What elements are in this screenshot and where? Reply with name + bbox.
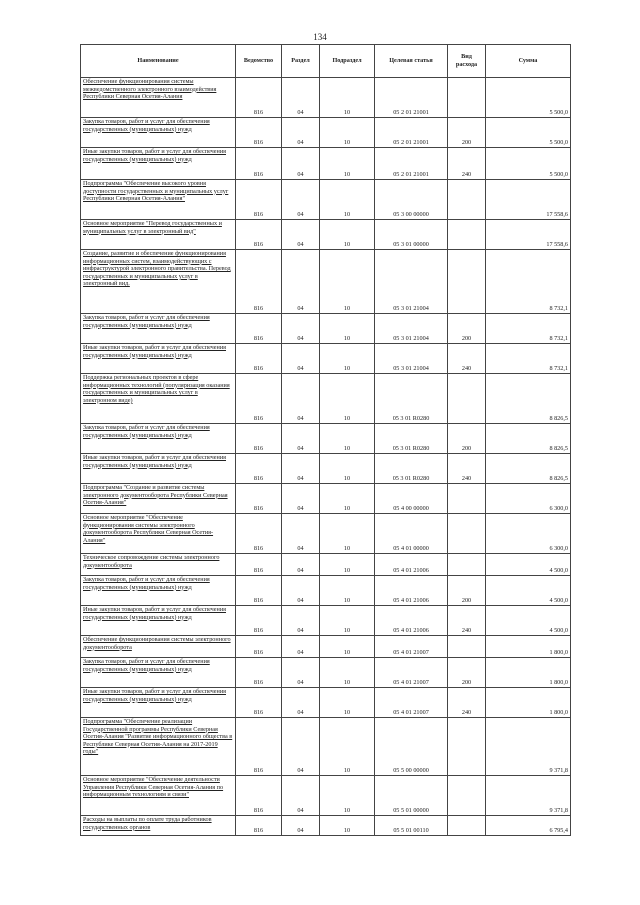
row-razd: 04: [282, 554, 320, 576]
table-row: [81, 514, 571, 554]
table-row: [81, 118, 571, 148]
row-cel: 05 2 01 21001: [375, 148, 448, 180]
row-razd: 04: [282, 484, 320, 514]
header-sum: Сумма: [486, 45, 571, 78]
row-cel: 05 4 01 21007: [375, 688, 448, 718]
row-name: Основное мероприятие "Обеспечение функционирования системы электронного документооборота Республики Северная Осетия-Алания": [81, 514, 236, 554]
row-sum: 8 732,1: [486, 344, 571, 374]
row-razd: 04: [282, 606, 320, 636]
row-vid: 200: [448, 576, 486, 606]
row-razd: 04: [282, 688, 320, 718]
row-sum: 9 371,8: [486, 776, 571, 816]
row-sum: 6 300,0: [486, 514, 571, 554]
row-name: Подпрограмма "Обеспечение высокого уровня доступности государственных и муниципальных услуг Республики Северная Осетия-Алания": [81, 180, 236, 220]
row-vid: 240: [448, 606, 486, 636]
row-name: Закупка товаров, работ и услуг для обеспечения государственных (муниципальных) нужд: [81, 576, 236, 606]
row-name: Основное мероприятие "Перевод государственных и муниципальных услуг в электронный вид": [81, 220, 236, 250]
row-cel: 05 3 01 R0280: [375, 424, 448, 454]
row-ved: 816: [236, 314, 282, 344]
table-row: [81, 576, 571, 606]
row-ved: 816: [236, 78, 282, 118]
row-vid: 240: [448, 344, 486, 374]
row-sum: 1 800,0: [486, 636, 571, 658]
row-razd: 04: [282, 148, 320, 180]
row-podr: 10: [320, 148, 375, 180]
row-name: Обеспечение функционирования системы электронного документооборота: [81, 636, 236, 658]
row-vid: 200: [448, 658, 486, 688]
row-name: Расходы на выплаты по оплате труда работников государственных органов: [81, 816, 236, 836]
row-razd: 04: [282, 180, 320, 220]
row-razd: 04: [282, 718, 320, 776]
row-vid: [448, 554, 486, 576]
row-vid: [448, 636, 486, 658]
row-sum: 8 826,5: [486, 374, 571, 424]
row-podr: 10: [320, 816, 375, 836]
row-cel: 05 4 01 21006: [375, 576, 448, 606]
row-podr: 10: [320, 180, 375, 220]
row-podr: 10: [320, 554, 375, 576]
row-cel: 05 4 01 21007: [375, 636, 448, 658]
row-cel: 05 3 01 21004: [375, 344, 448, 374]
table-row: [81, 180, 571, 220]
row-razd: 04: [282, 514, 320, 554]
row-name: Подпрограмма "Обеспечение реализации Государственной программы Республики Северная Осетия-Алания "Развитие информационного общества в Республике Северная Осетия-Алания на 2017-2019 годы": [81, 718, 236, 776]
row-name: Поддержка региональных проектов в сфере информационных технологий (популяризация оказания государственных и муниципальных услуг в электронном виде): [81, 374, 236, 424]
row-ved: 816: [236, 344, 282, 374]
table-row: [81, 314, 571, 344]
row-vid: [448, 220, 486, 250]
row-podr: 10: [320, 78, 375, 118]
row-podr: 10: [320, 776, 375, 816]
row-name: Иные закупки товаров, работ и услуг для обеспечения государственных (муниципальных) нужд: [81, 148, 236, 180]
row-cel: 05 4 00 00000: [375, 484, 448, 514]
row-vid: [448, 776, 486, 816]
row-razd: 04: [282, 78, 320, 118]
row-vid: [448, 484, 486, 514]
header-cel: Целевая статья: [375, 45, 448, 78]
row-podr: 10: [320, 718, 375, 776]
row-podr: 10: [320, 220, 375, 250]
row-vid: 200: [448, 424, 486, 454]
row-cel: 05 3 01 R0280: [375, 454, 448, 484]
row-name: Обеспечение функционирования системы межведомственного электронного взаимодействия Республики Северная Осетия-Алания: [81, 78, 236, 118]
row-cel: 05 4 01 00000: [375, 514, 448, 554]
row-podr: 10: [320, 424, 375, 454]
row-name: Иные закупки товаров, работ и услуг для обеспечения государственных (муниципальных) нужд: [81, 606, 236, 636]
row-cel: 05 3 01 R0280: [375, 374, 448, 424]
row-podr: 10: [320, 688, 375, 718]
row-name: Иные закупки товаров, работ и услуг для обеспечения государственных (муниципальных) нужд: [81, 344, 236, 374]
row-vid: [448, 78, 486, 118]
row-sum: 4 500,0: [486, 554, 571, 576]
row-ved: 816: [236, 454, 282, 484]
row-sum: 8 732,1: [486, 250, 571, 314]
table-row: [81, 554, 571, 576]
row-name: Подпрограмма "Создание и развитие системы электронного документооборота Республики Северная Осетия-Алания": [81, 484, 236, 514]
row-ved: 816: [236, 816, 282, 836]
row-razd: 04: [282, 118, 320, 148]
row-vid: [448, 514, 486, 554]
table-row: [81, 636, 571, 658]
row-cel: 05 4 01 21007: [375, 658, 448, 688]
row-cel: 05 3 01 21004: [375, 314, 448, 344]
budget-table: [80, 44, 571, 836]
row-ved: 816: [236, 636, 282, 658]
row-sum: 5 500,0: [486, 78, 571, 118]
row-ved: 816: [236, 250, 282, 314]
row-podr: 10: [320, 658, 375, 688]
row-sum: 5 500,0: [486, 118, 571, 148]
row-podr: 10: [320, 606, 375, 636]
table-row: [81, 658, 571, 688]
row-ved: 816: [236, 658, 282, 688]
row-razd: 04: [282, 344, 320, 374]
row-podr: 10: [320, 454, 375, 484]
row-podr: 10: [320, 118, 375, 148]
row-sum: 8 732,1: [486, 314, 571, 344]
table-row: [81, 78, 571, 118]
row-ved: 816: [236, 514, 282, 554]
row-cel: 05 5 00 00000: [375, 718, 448, 776]
table-row: [81, 220, 571, 250]
header-ved: Ведомство: [236, 45, 282, 78]
row-name: Закупка товаров, работ и услуг для обеспечения государственных (муниципальных) нужд: [81, 118, 236, 148]
row-razd: 04: [282, 816, 320, 836]
row-ved: 816: [236, 424, 282, 454]
row-cel: 05 2 01 21001: [375, 78, 448, 118]
row-podr: 10: [320, 514, 375, 554]
row-razd: 04: [282, 314, 320, 344]
row-vid: 240: [448, 148, 486, 180]
row-sum: 8 826,5: [486, 424, 571, 454]
row-name: Закупка товаров, работ и услуг для обеспечения государственных (муниципальных) нужд: [81, 314, 236, 344]
row-sum: 5 500,0: [486, 148, 571, 180]
row-sum: 4 500,0: [486, 606, 571, 636]
page-number: 134: [313, 32, 327, 42]
table-row: [81, 688, 571, 718]
header-razd: Раздел: [282, 45, 320, 78]
row-sum: 17 558,6: [486, 220, 571, 250]
table-row: [81, 454, 571, 484]
row-ved: 816: [236, 484, 282, 514]
row-podr: 10: [320, 250, 375, 314]
row-cel: 05 4 01 21006: [375, 606, 448, 636]
row-razd: 04: [282, 658, 320, 688]
row-podr: 10: [320, 374, 375, 424]
row-name: Основное мероприятие "Обеспечение деятельности Управления Республики Северная Осетия-Алания по информационным технологиям и связи": [81, 776, 236, 816]
row-sum: 17 558,6: [486, 180, 571, 220]
row-vid: 200: [448, 314, 486, 344]
row-ved: 816: [236, 220, 282, 250]
row-ved: 816: [236, 576, 282, 606]
row-cel: 05 5 01 00000: [375, 776, 448, 816]
table-row: [81, 606, 571, 636]
table-row: [81, 374, 571, 424]
row-razd: 04: [282, 576, 320, 606]
row-razd: 04: [282, 250, 320, 314]
table-header-row: [81, 45, 571, 78]
row-ved: 816: [236, 374, 282, 424]
row-name: Создание, развитие и обеспечение функционирования информационных систем, взаимодействующих с инфраструктурой электронного правительства. Перевод государственных и муниципальных услуг в электронный вид.: [81, 250, 236, 314]
row-podr: 10: [320, 576, 375, 606]
row-cel: 05 3 01 00000: [375, 220, 448, 250]
row-name: Закупка товаров, работ и услуг для обеспечения государственных (муниципальных) нужд: [81, 424, 236, 454]
row-vid: 200: [448, 118, 486, 148]
row-vid: 240: [448, 688, 486, 718]
row-name: Закупка товаров, работ и услуг для обеспечения государственных (муниципальных) нужд: [81, 658, 236, 688]
row-vid: [448, 718, 486, 776]
row-vid: 240: [448, 454, 486, 484]
row-razd: 04: [282, 636, 320, 658]
row-vid: [448, 250, 486, 314]
row-razd: 04: [282, 374, 320, 424]
table-row: [81, 250, 571, 314]
row-sum: 1 800,0: [486, 658, 571, 688]
row-cel: 05 3 00 00000: [375, 180, 448, 220]
table-row: [81, 344, 571, 374]
row-podr: 10: [320, 484, 375, 514]
header-podr: Подраздел: [320, 45, 375, 78]
table-row: [81, 816, 571, 836]
row-sum: 8 826,5: [486, 454, 571, 484]
table-row: [81, 424, 571, 454]
row-sum: 9 371,8: [486, 718, 571, 776]
row-cel: 05 2 01 21001: [375, 118, 448, 148]
header-name: Наименование: [81, 45, 236, 78]
row-ved: 816: [236, 718, 282, 776]
row-podr: 10: [320, 314, 375, 344]
row-podr: 10: [320, 636, 375, 658]
row-vid: [448, 816, 486, 836]
row-sum: 1 800,0: [486, 688, 571, 718]
row-cel: 05 3 01 21004: [375, 250, 448, 314]
row-sum: 6 300,0: [486, 484, 571, 514]
row-name: Иные закупки товаров, работ и услуг для обеспечения государственных (муниципальных) нужд: [81, 454, 236, 484]
table-row: [81, 718, 571, 776]
row-razd: 04: [282, 424, 320, 454]
row-ved: 816: [236, 148, 282, 180]
row-name: Иные закупки товаров, работ и услуг для обеспечения государственных (муниципальных) нужд: [81, 688, 236, 718]
table-row: [81, 484, 571, 514]
row-sum: 4 500,0: [486, 576, 571, 606]
row-razd: 04: [282, 454, 320, 484]
table-row: [81, 776, 571, 816]
row-cel: 05 5 01 00110: [375, 816, 448, 836]
header-vid: Вид расхода: [448, 45, 486, 78]
row-ved: 816: [236, 180, 282, 220]
row-vid: [448, 180, 486, 220]
row-razd: 04: [282, 776, 320, 816]
row-ved: 816: [236, 606, 282, 636]
row-name: Техническое сопровождение системы электронного документооборота: [81, 554, 236, 576]
row-sum: 6 795,4: [486, 816, 571, 836]
row-ved: 816: [236, 776, 282, 816]
row-ved: 816: [236, 554, 282, 576]
row-cel: 05 4 01 21006: [375, 554, 448, 576]
row-ved: 816: [236, 688, 282, 718]
table-row: [81, 148, 571, 180]
row-podr: 10: [320, 344, 375, 374]
row-ved: 816: [236, 118, 282, 148]
row-vid: [448, 374, 486, 424]
row-razd: 04: [282, 220, 320, 250]
